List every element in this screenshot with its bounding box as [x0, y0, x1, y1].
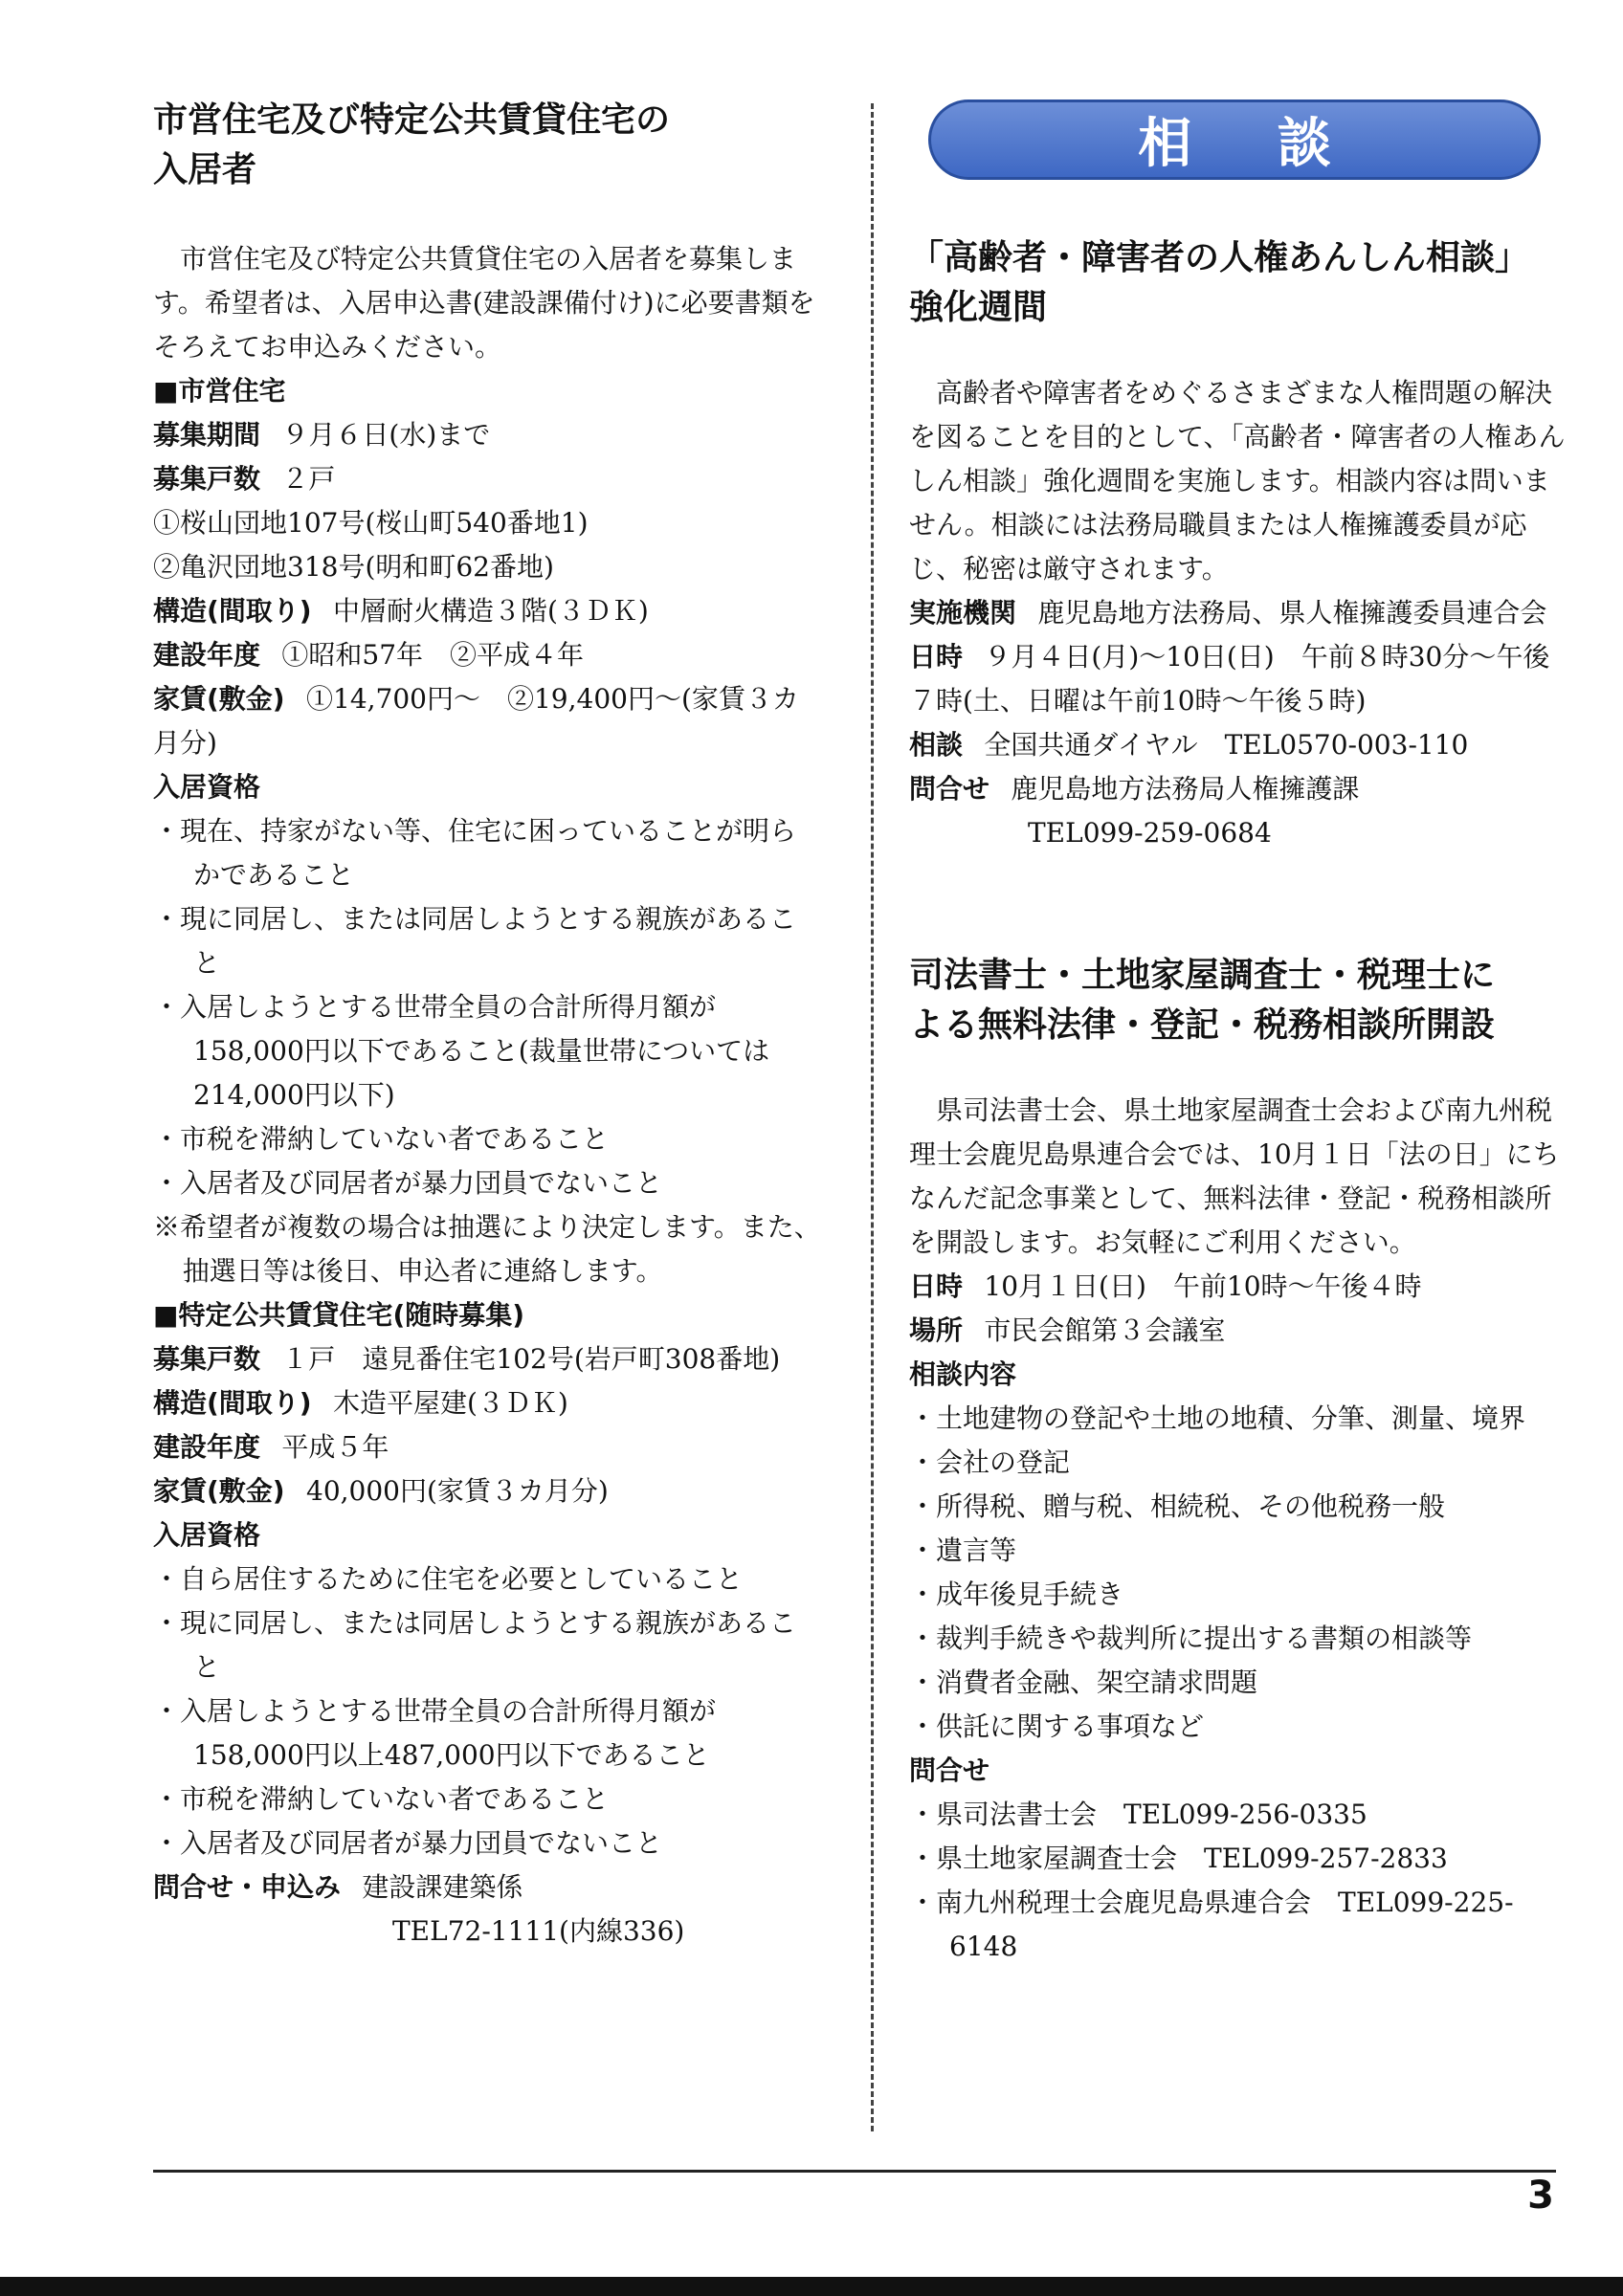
special-rent-line	[153, 1469, 823, 1513]
list-item: ・ 入居しようとする世帯全員の合計所得月額が158,000円以下であること(裁量世帯については214,000円以下)	[153, 985, 823, 1117]
list-item: ・ 県司法書士会 TEL099-256-0335	[909, 1793, 1569, 1837]
legal-place-label: 場所	[909, 1314, 964, 1346]
list-item: ・ 成年後見手続き	[909, 1573, 1569, 1617]
legal-place-line	[909, 1309, 1569, 1353]
footer-rule	[153, 2170, 1556, 2173]
legal-date-label: 日時	[909, 1270, 964, 1302]
housing-intro: 市営住宅及び特定公共賃貸住宅の入居者を募集します。希望者は、入居申込書(建設課備付け)に必要書類をそろえてお申込みください。	[153, 243, 815, 363]
list-item: ・ 入居しようとする世帯全員の合計所得月額が158,000円以上487,000円以下であること	[153, 1689, 823, 1777]
column-divider	[871, 103, 874, 2131]
org-line	[909, 591, 1569, 635]
contacts-heading: 問合せ	[909, 1755, 990, 1786]
list-item: ・ 入居者及び同居者が暴力団員でないこと	[153, 1821, 823, 1866]
city-unit2: ②亀沢団地318号(明和町62番地)	[153, 551, 554, 583]
hr-contact-label: 問合せ	[909, 773, 990, 805]
city-qual-heading: 入居資格	[153, 771, 261, 803]
human-rights-title-line1: 「高齢者・障害者の人権あんしん相談」	[909, 238, 1530, 277]
page-number: 3	[1527, 2174, 1554, 2218]
special-rent-label: 家賃(敷金)	[153, 1475, 285, 1507]
hr-consult-label: 相談	[909, 729, 964, 761]
city-rent-label: 家賃(敷金)	[153, 683, 285, 715]
city-structure-value: 中層耐火構造３階(３ＤＫ)	[333, 595, 649, 627]
city-structure-line	[153, 589, 823, 633]
list-item: ・ 市税を滞納していない者であること	[153, 1117, 823, 1161]
list-item: ・ 現在、持家がない等、住宅に困っていることが明らかであること	[153, 809, 823, 897]
hr-consult-value: 全国共通ダイヤル TEL0570-003-110	[984, 729, 1469, 761]
list-item: ・ 市税を滞納していない者であること	[153, 1777, 823, 1821]
hr-date-line	[909, 635, 1569, 723]
special-units-value: １戸 遠見番住宅102号(岩戸町308番地)	[281, 1343, 781, 1375]
city-unit1: ①桜山団地107号(桜山町540番地1)	[153, 507, 589, 539]
housing-title	[153, 96, 823, 195]
list-item: ・ 南九州税理士会鹿児島県連合会 TEL099-225-6148	[909, 1881, 1569, 1969]
special-year-value: 平成５年	[281, 1431, 389, 1463]
list-item: ・ 土地建物の登記や土地の地積、分筆、測量、境界	[909, 1397, 1569, 1441]
city-qual-list	[153, 809, 823, 1205]
housing-contact-label: 問合せ・申込み	[153, 1871, 342, 1903]
housing-title-line2: 入居者	[153, 150, 257, 189]
legal-consult-body: 県司法書士会、県土地家屋調査士会および南九州税理士会鹿児島県連合会では、10月１日「法の日」にちなんだ記念事業として、無料法律・登記・税務相談所を開設します。お気軽にご利用ください。	[909, 1094, 1560, 1258]
special-housing-heading: ■特定公共賃貸住宅(随時募集)	[153, 1299, 525, 1331]
hr-consult-line	[909, 723, 1569, 767]
list-item: ・ 自ら居住するために住宅を必要としていること	[153, 1557, 823, 1601]
legal-date-value: 10月１日(日) 午前10時～午後４時	[984, 1270, 1422, 1302]
list-item: ・ 供託に関する事項など	[909, 1705, 1569, 1749]
legal-consult-title-line2: よる無料法律・登記・税務相談所開設	[909, 1005, 1496, 1045]
list-item: ・ 現に同居し、または同居しようとする親族があること	[153, 1601, 823, 1689]
city-period-value: ９月６日(水)まで	[281, 419, 491, 451]
list-item: ・ 所得税、贈与税、相続税、その他税務一般	[909, 1485, 1569, 1529]
hr-contact-value: 鹿児島地方法務局人権擁護課	[1011, 773, 1360, 805]
list-item: ・ 裁判手続きや裁判所に提出する書類の相談等	[909, 1617, 1569, 1661]
legal-date-line	[909, 1265, 1569, 1309]
city-structure-label: 構造(間取り)	[153, 595, 312, 627]
city-year-line	[153, 633, 823, 677]
city-period-label: 募集期間	[153, 419, 261, 451]
list-item: ・ 現に同居し、または同居しようとする親族があること	[153, 897, 823, 985]
city-rent-value: ①14,700円～ ②19,400円～(家賃３カ月分)	[153, 683, 799, 759]
housing-contact-tel: TEL72-1111(内線336)	[392, 1915, 685, 1947]
special-units-line	[153, 1337, 823, 1381]
special-year-label: 建設年度	[153, 1431, 261, 1463]
list-item: ・ 県土地家屋調査士会 TEL099-257-2833	[909, 1837, 1569, 1881]
list-item: ・ 消費者金融、架空請求問題	[909, 1661, 1569, 1705]
hr-contact-line	[909, 767, 1569, 811]
consultation-banner: 相談	[928, 99, 1541, 180]
lottery-note: ※希望者が複数の場合は抽選により決定します。また、抽選日等は後日、申込者に連絡します。	[153, 1211, 821, 1287]
topics-heading: 相談内容	[909, 1358, 1017, 1390]
human-rights-body: 高齢者や障害者をめぐるさまざまな人権問題の解決を図ることを目的として、「高齢者・障害者の人権あんしん相談」強化週間を実施します。相談内容は問いません。相談には法務局職員または人権擁護委員が応じ、秘密は厳守されます。	[909, 377, 1566, 585]
list-item: ・ 会社の登記	[909, 1441, 1569, 1485]
housing-contact-value: 建設課建築係	[362, 1871, 523, 1903]
city-units-line	[153, 457, 823, 501]
left-column	[153, 96, 823, 1954]
hr-date-value: ９月４日(月)～10日(日) 午前８時30分～午後７時(土、日曜は午前10時～午後５時)	[909, 641, 1550, 717]
housing-contact-line	[153, 1866, 823, 1910]
city-year-value: ①昭和57年 ②平成４年	[281, 639, 585, 671]
city-rent-line	[153, 677, 823, 765]
org-value: 鹿児島地方法務局、県人権擁護委員連合会	[1037, 597, 1547, 629]
human-rights-title	[909, 233, 1569, 333]
special-structure-value: 木造平屋建(３ＤＫ)	[333, 1387, 568, 1419]
housing-title-line1: 市営住宅及び特定公共賃貸住宅の	[153, 100, 671, 140]
city-year-label: 建設年度	[153, 639, 261, 671]
legal-consult-title	[909, 951, 1569, 1050]
legal-place-value: 市民会館第３会議室	[984, 1314, 1226, 1346]
special-qual-list	[153, 1557, 823, 1866]
special-units-label: 募集戸数	[153, 1343, 261, 1375]
right-column	[909, 96, 1569, 1969]
hr-contact-tel: TEL099-259-0684	[1028, 817, 1272, 849]
list-item: ・ 入居者及び同居者が暴力団員でないこと	[153, 1161, 823, 1205]
special-rent-value: 40,000円(家賃３カ月分)	[306, 1475, 609, 1507]
human-rights-title-line2: 強化週間	[909, 288, 1048, 327]
topics-list	[909, 1397, 1569, 1749]
special-structure-line	[153, 1381, 823, 1425]
city-units-value: ２戸	[281, 463, 336, 495]
city-period-line	[153, 413, 823, 457]
special-qual-heading: 入居資格	[153, 1519, 261, 1551]
special-structure-label: 構造(間取り)	[153, 1387, 312, 1419]
org-label: 実施機関	[909, 597, 1017, 629]
hr-date-label: 日時	[909, 641, 964, 673]
contacts-list	[909, 1793, 1569, 1969]
scan-edge	[0, 2277, 1623, 2296]
legal-consult-title-line1: 司法書士・土地家屋調査士・税理士に	[909, 956, 1496, 995]
city-housing-heading: ■市営住宅	[153, 375, 286, 407]
list-item: ・ 遺言等	[909, 1529, 1569, 1573]
city-units-label: 募集戸数	[153, 463, 261, 495]
special-year-line	[153, 1425, 823, 1469]
